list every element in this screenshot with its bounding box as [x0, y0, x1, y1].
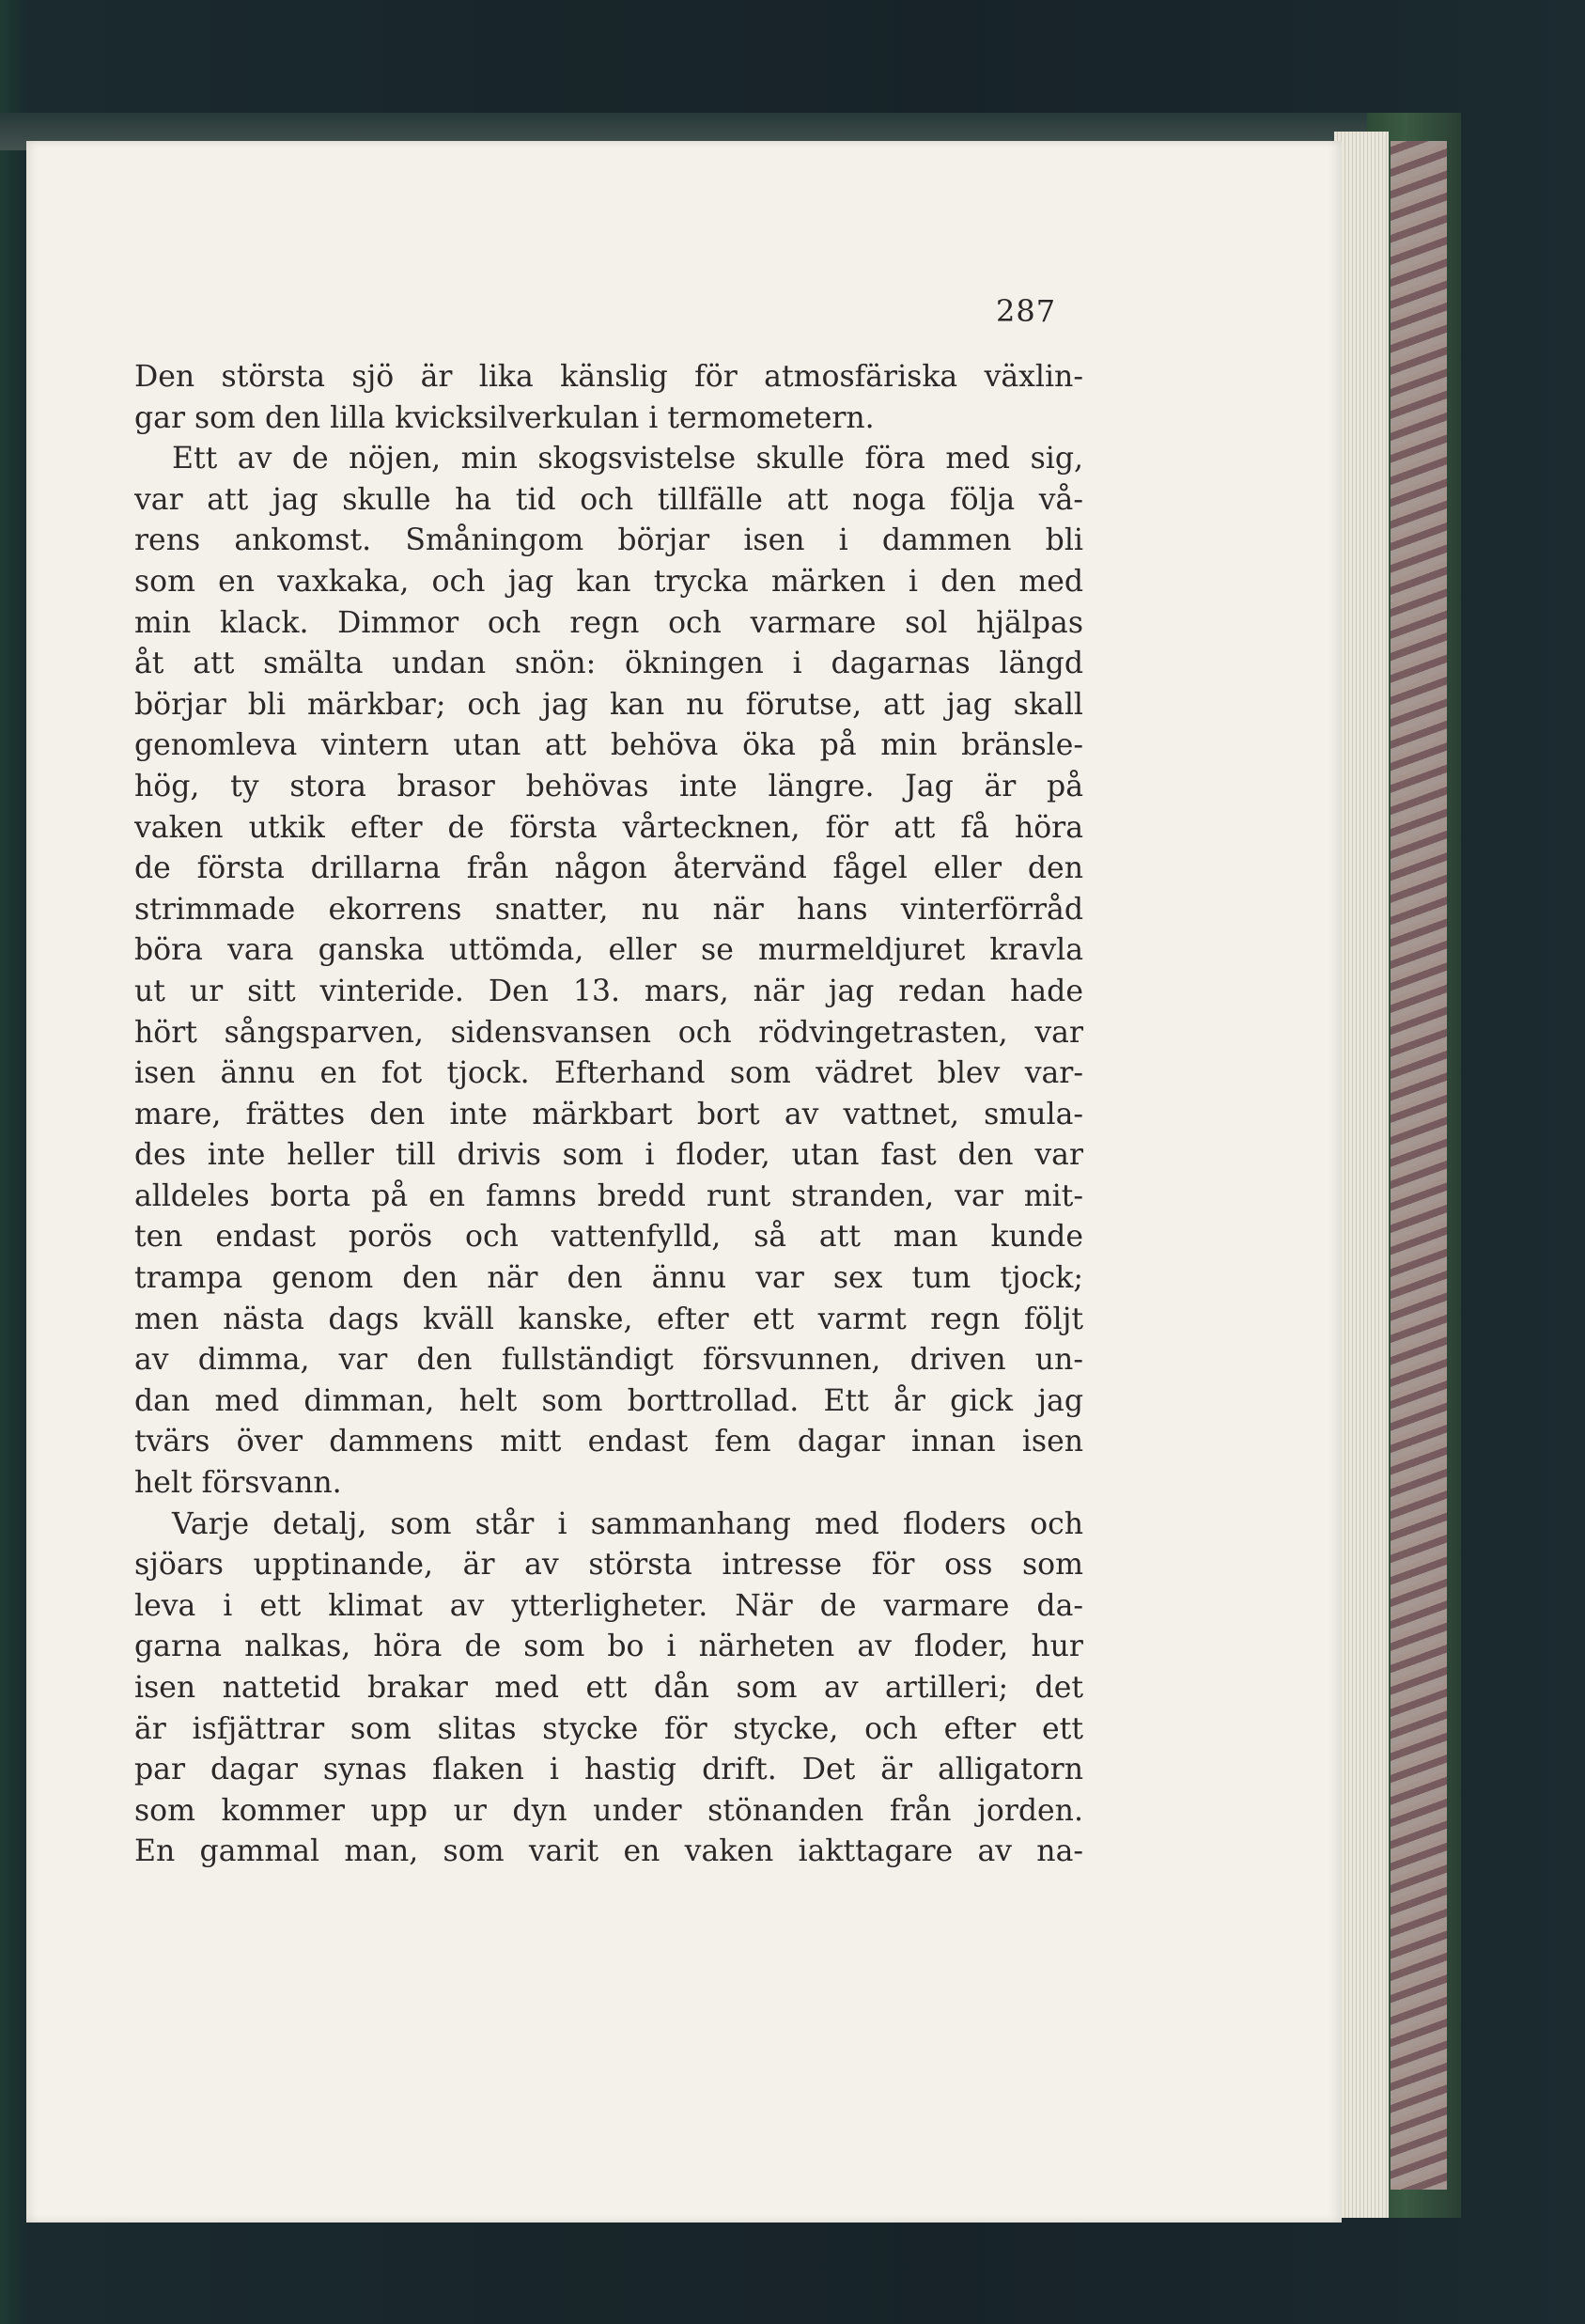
text-line: par dagar synas flaken i hastig drift. Det är alligatorn: [134, 1753, 1083, 1787]
text-line: isen nattetid brakar med ett dån som av artilleri; det: [134, 1671, 1083, 1705]
text-line: av dimma, var den fullständigt försvunnen, driven un-: [134, 1343, 1083, 1378]
text-line: garna nalkas, höra de som bo i närheten av floder, hur: [134, 1630, 1083, 1664]
text-line: är isfjättrar som slitas stycke för stycke, och efter ett: [134, 1711, 1083, 1746]
text-line: strimmade ekorrens snatter, nu när hans vinterförråd: [134, 892, 1083, 927]
text-line: hög, ty stora brasor behövas inte längre. Jag är på: [134, 769, 1083, 803]
text-line: des inte heller till drivis som i floder, utan fast den var: [134, 1138, 1083, 1173]
paragraph-2: [134, 439, 1083, 1504]
page-body: [134, 357, 1083, 1873]
text-line: som kommer upp ur dyn under stönanden från jorden.: [134, 1793, 1083, 1828]
text-line: hört sångsparven, sidensvansen och rödvingetrasten, var: [134, 1015, 1083, 1050]
text-line: Ett av de nöjen, min skogsvistelse skulle föra med sig,: [172, 442, 1083, 476]
text-line: tvärs över dammens mitt endast fem dagar innan isen: [134, 1425, 1083, 1459]
text-line: En gammal man, som varit en vaken iakttagare av na-: [134, 1834, 1083, 1869]
text-line: de första drillarna från någon återvänd fågel eller den: [134, 851, 1083, 886]
text-line: åt att smälta undan snön: ökningen i dagarnas längd: [134, 647, 1083, 681]
text-line: böra vara ganska uttömda, eller se murmeldjuret kravla: [134, 933, 1083, 968]
text-line: ut ur sitt vinteride. Den 13. mars, när jag redan hade: [134, 974, 1083, 1008]
text-line: rens ankomst. Småningom börjar isen i dammen bli: [134, 523, 1083, 558]
text-line: mare, frättes den inte märkbart bort av vattnet, smula-: [134, 1097, 1083, 1131]
text-line: börjar bli märkbar; och jag kan nu förutse, att jag skall: [134, 687, 1083, 722]
text-line: min klack. Dimmor och regn och varmare sol hjälpas: [134, 605, 1083, 640]
paragraph-3: [134, 1505, 1083, 1873]
text-line: helt försvann.: [134, 1466, 342, 1501]
marbled-endpaper: [1391, 141, 1447, 2190]
text-line: gar som den lilla kvicksilverkulan i termometern.: [134, 400, 875, 435]
text-line: alldeles borta på en famns bredd runt stranden, var mit-: [134, 1178, 1083, 1213]
text-line: dan med dimman, helt som borttrollad. Ett år gick jag: [134, 1383, 1083, 1418]
text-line: genomleva vintern utan att behöva öka på min bränsle-: [134, 728, 1083, 763]
text-line: var att jag skulle ha tid och tillfälle att noga följa vå-: [134, 482, 1083, 517]
text-line: sjöars upptinande, är av största intresse för oss som: [134, 1548, 1083, 1583]
text-line: trampa genom den när den ännu var sex tum tjock;: [134, 1261, 1083, 1296]
text-line: isen ännu en fot tjock. Efterhand som vädret blev var-: [134, 1056, 1083, 1091]
page-number: 287: [996, 293, 1057, 329]
text-line: Varje detalj, som står i sammanhang med floders och: [172, 1506, 1083, 1541]
text-line: leva i ett klimat av ytterligheter. När de varmare da-: [134, 1588, 1083, 1623]
text-line: som en vaxkaka, och jag kan trycka märken i den med: [134, 564, 1083, 599]
text-line: Den största sjö är lika känslig för atmosfäriska växlin-: [134, 360, 1083, 394]
text-line: men nästa dags kväll kanske, efter ett varmt regn följt: [134, 1302, 1083, 1336]
page-stack-edges: [1334, 132, 1389, 2218]
paragraph-1: [134, 357, 1083, 439]
text-line: vaken utkik efter de första vårtecknen, för att få höra: [134, 810, 1083, 845]
text-line: ten endast porös och vattenfylld, så att man kunde: [134, 1220, 1083, 1255]
